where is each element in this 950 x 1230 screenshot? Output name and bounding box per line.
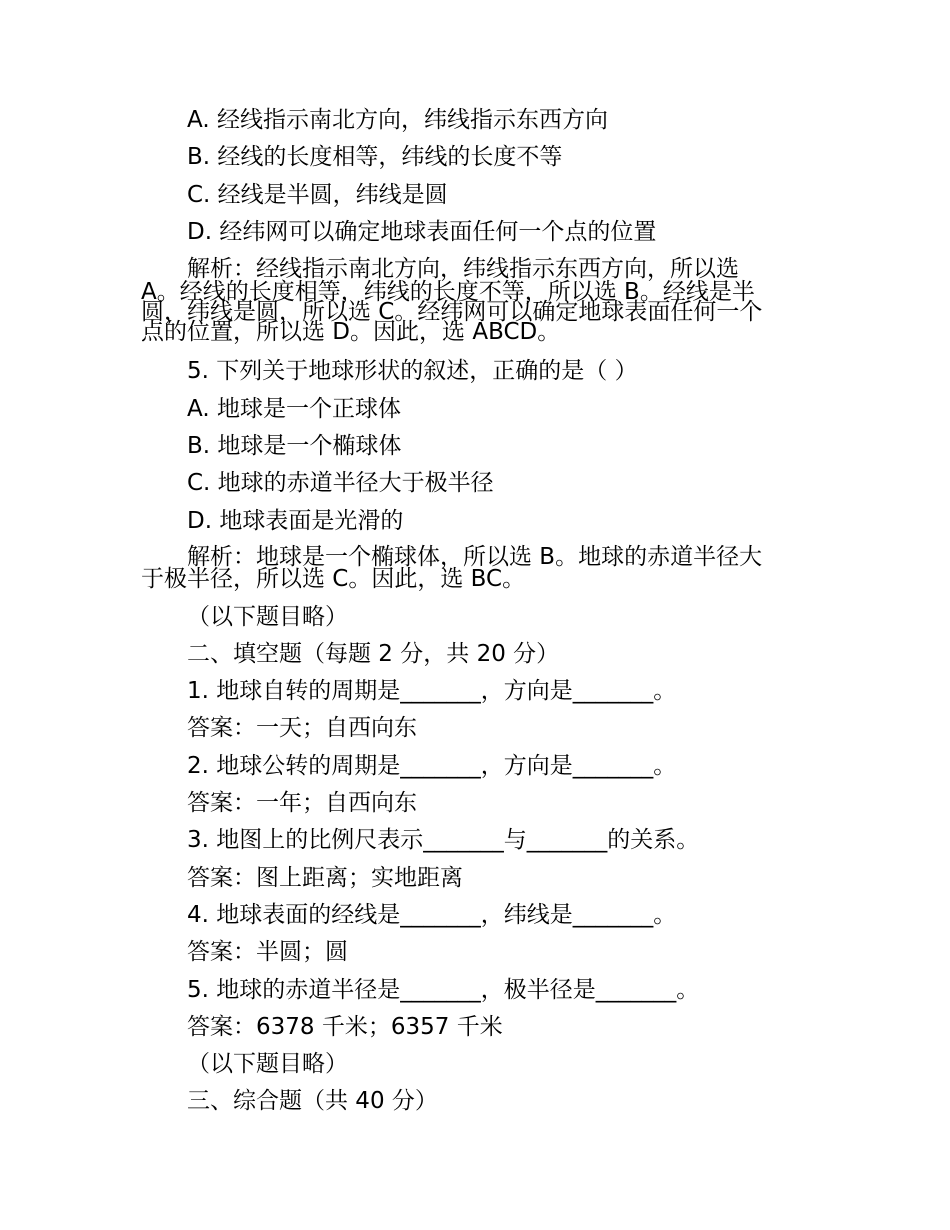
q4-explanation-line-3: 圆，纬线是圆，所以选 C。经纬网可以确定地球表面任何一个 xyxy=(141,299,763,325)
fill-a1: 答案：一天；自西向东 xyxy=(187,715,417,741)
q5-option-d: D. 地球表面是光滑的 xyxy=(187,508,404,534)
omitted-note-2: （以下题目略） xyxy=(187,1051,348,1077)
q4-option-b: B. 经线的长度相等，纬线的长度不等 xyxy=(187,144,563,170)
q5-option-c: C. 地球的赤道半径大于极半径 xyxy=(187,470,494,496)
q5-stem: 5. 下列关于地球形状的叙述，正确的是（ ） xyxy=(187,358,638,384)
fill-q4: 4. 地球表面的经线是_______，纬线是_______。 xyxy=(187,902,677,928)
q4-explanation-line-1: 解析：经线指示南北方向，纬线指示东西方向，所以选 xyxy=(187,256,739,282)
fill-q5: 5. 地球的赤道半径是_______，极半径是_______。 xyxy=(187,977,700,1003)
fill-a2: 答案：一年；自西向东 xyxy=(187,790,417,816)
q5-option-b: B. 地球是一个椭球体 xyxy=(187,433,402,459)
q5-explanation-line-2: 于极半径，所以选 C。因此，选 BC。 xyxy=(141,566,526,592)
q4-option-d: D. 经纬网可以确定地球表面任何一个点的位置 xyxy=(187,219,657,245)
q5-explanation-line-1: 解析：地球是一个椭球体，所以选 B。地球的赤道半径大 xyxy=(187,544,763,570)
q4-explanation-line-2: A。经线的长度相等，纬线的长度不等，所以选 B。经线是半 xyxy=(141,279,755,305)
section-2-heading: 二、填空题（每题 2 分，共 20 分） xyxy=(187,641,560,667)
fill-a3: 答案：图上距离；实地距离 xyxy=(187,865,463,891)
section-3-heading: 三、综合题（共 40 分） xyxy=(187,1088,438,1114)
fill-a5: 答案：6378 千米；6357 千米 xyxy=(187,1014,503,1040)
omitted-note: （以下题目略） xyxy=(187,604,348,630)
fill-q2: 2. 地球公转的周期是_______，方向是_______。 xyxy=(187,753,677,779)
q4-option-c: C. 经线是半圆，纬线是圆 xyxy=(187,182,448,208)
q5-option-a: A. 地球是一个正球体 xyxy=(187,396,401,422)
fill-q3: 3. 地图上的比例尺表示_______与_______的关系。 xyxy=(187,827,700,853)
fill-q1: 1. 地球自转的周期是_______，方向是_______。 xyxy=(187,678,677,704)
fill-a4: 答案：半圆；圆 xyxy=(187,939,348,965)
q4-option-a: A. 经线指示南北方向，纬线指示东西方向 xyxy=(187,107,608,133)
q4-explanation-line-4: 点的位置，所以选 D。因此，选 ABCD。 xyxy=(141,319,561,345)
